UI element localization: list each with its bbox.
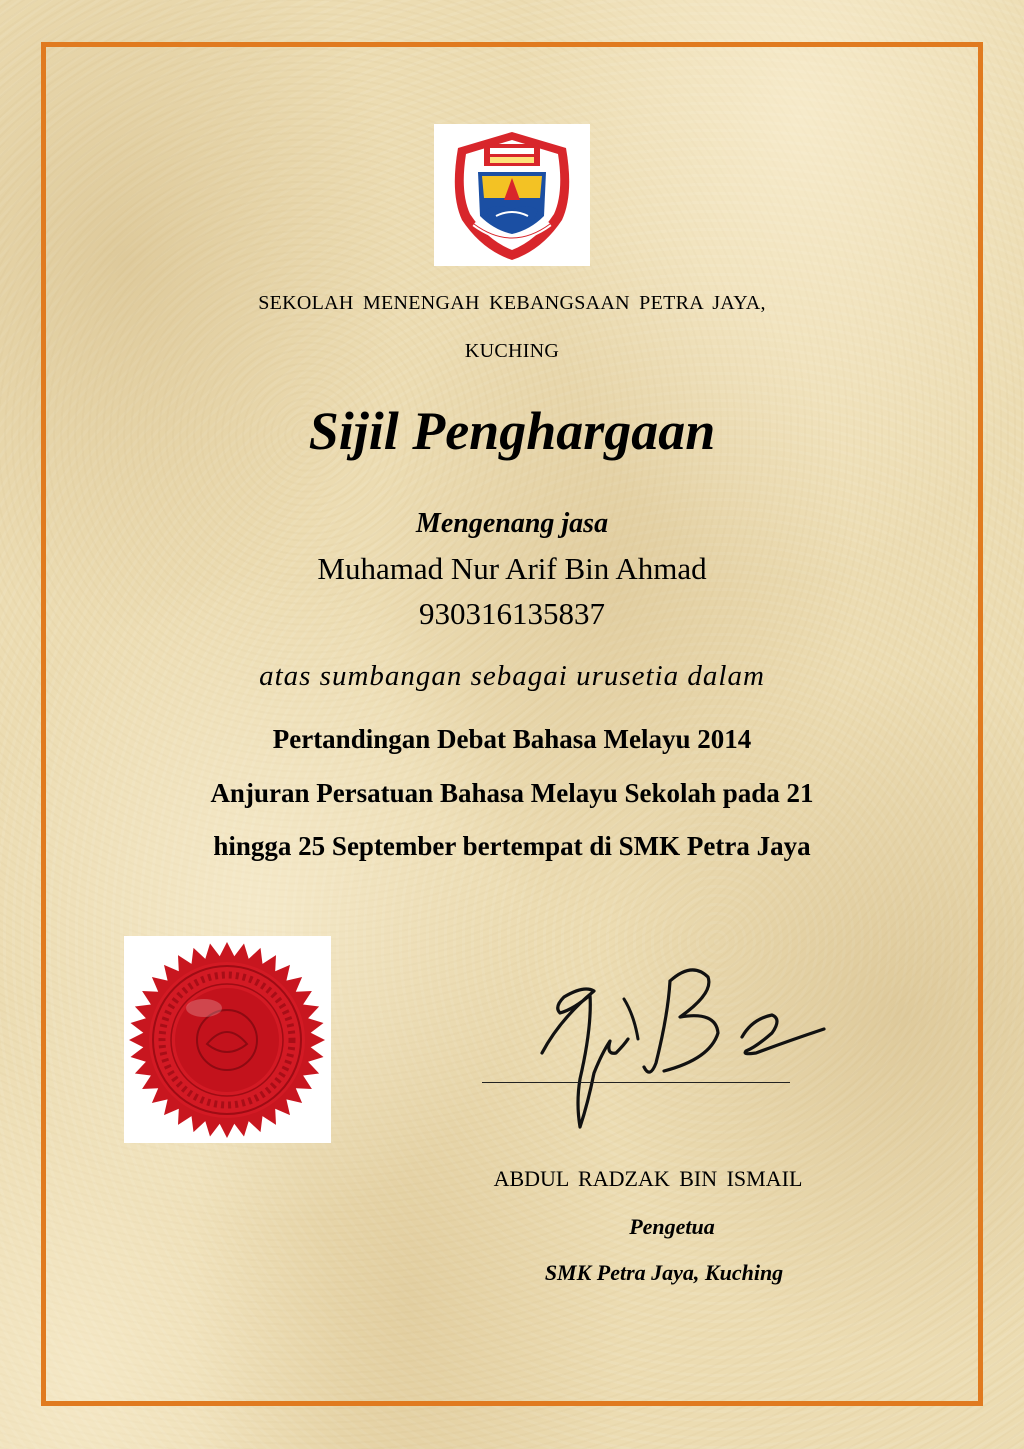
signatory-name: ABDUL RADZAK BIN ISMAIL (493, 1166, 803, 1191)
school-crest-logo (434, 124, 590, 266)
certificate-title: Sijil Penghargaan (308, 401, 716, 461)
signatory-school: SMK Petra Jaya, Kuching (544, 1260, 784, 1285)
recipient-name: Muhamad Nur Arif Bin Ahmad (317, 551, 707, 586)
principal-signature (520, 955, 840, 1135)
red-wax-seal-icon (124, 936, 331, 1143)
school-crest-icon (434, 124, 590, 266)
event-line-2: Anjuran Persatuan Bahasa Melayu Sekolah pada 21 (210, 778, 814, 808)
school-name-line-1: SEKOLAH MENENGAH KEBANGSAAN PETRA JAYA, (258, 292, 766, 314)
official-seal (124, 936, 331, 1143)
event-line-3: hingga 25 September bertempat di SMK Petra Jaya (213, 831, 811, 861)
signature-line (482, 1082, 790, 1083)
contribution-text: atas sumbangan sebagai urusetia dalam (259, 660, 765, 692)
recipient-id: 930316135837 (419, 596, 605, 631)
school-name-line-2: KUCHING (464, 340, 560, 362)
event-line-1: Pertandingan Debat Bahasa Melayu 2014 (272, 724, 752, 754)
honour-intro: Mengenang jasa (415, 508, 609, 539)
signatory-position: Pengetua (629, 1214, 715, 1239)
